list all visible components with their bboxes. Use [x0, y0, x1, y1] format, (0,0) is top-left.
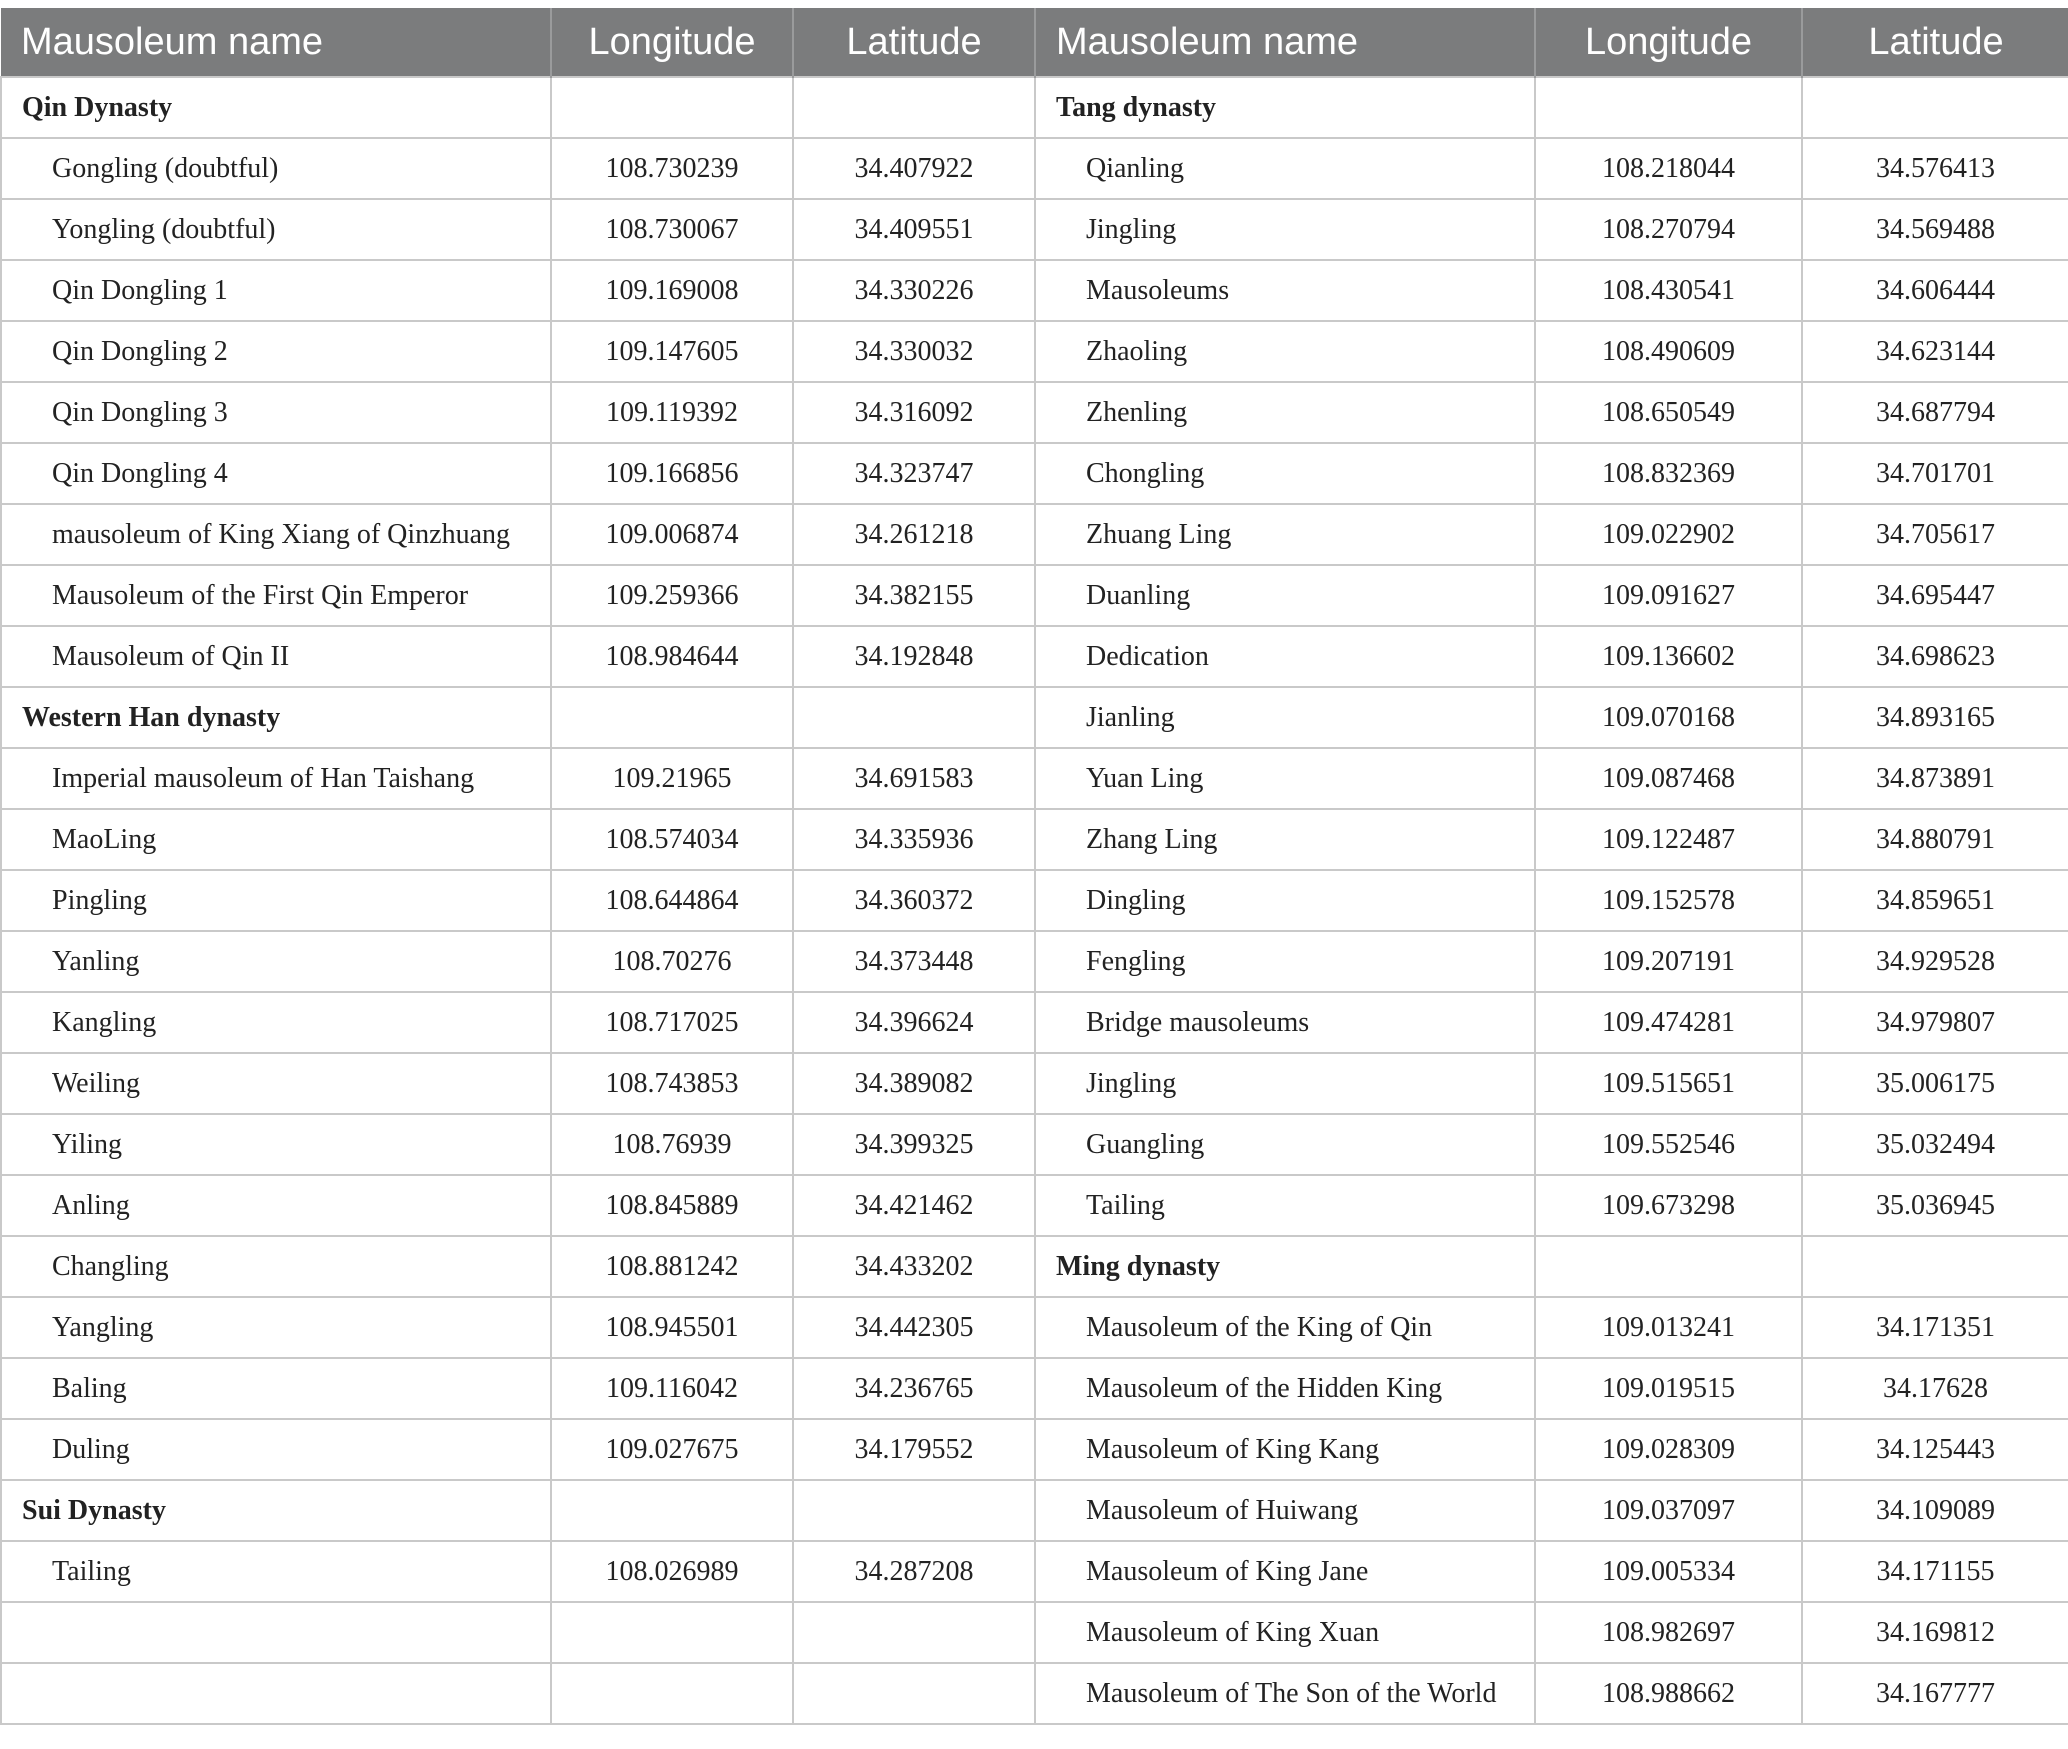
right-latitude-cell: 34.17628: [1802, 1358, 2068, 1419]
left-mausoleum-name: MaoLing: [1, 809, 551, 870]
left-latitude-cell: 34.360372: [793, 870, 1035, 931]
left-longitude-cell: 108.730239: [551, 138, 793, 199]
right-latitude-cell: [1802, 1236, 2068, 1297]
table-row: [1, 687, 2068, 748]
table-row: [1, 1602, 2068, 1663]
left-latitude-cell: 34.382155: [793, 565, 1035, 626]
right-mausoleum-name: Mausoleum of the Hidden King: [1035, 1358, 1535, 1419]
left-latitude-cell: 34.389082: [793, 1053, 1035, 1114]
left-longitude-cell: 108.845889: [551, 1175, 793, 1236]
header-mausoleum-name-right: Mausoleum name: [1035, 8, 1535, 77]
right-latitude-cell: 34.698623: [1802, 626, 2068, 687]
right-latitude-cell: 34.880791: [1802, 809, 2068, 870]
right-longitude-cell: 109.087468: [1535, 748, 1802, 809]
mausoleum-table-container: [0, 8, 2068, 1725]
left-latitude-cell: 34.396624: [793, 992, 1035, 1053]
right-mausoleum-name: Guangling: [1035, 1114, 1535, 1175]
left-mausoleum-name: Yanling: [1, 931, 551, 992]
right-mausoleum-name: Yuan Ling: [1035, 748, 1535, 809]
table-body: [1, 77, 2068, 1724]
mausoleum-coordinates-table: [0, 8, 2068, 1725]
right-mausoleum-name: Zhang Ling: [1035, 809, 1535, 870]
header-longitude-left: Longitude: [551, 8, 793, 77]
right-latitude-cell: 34.171351: [1802, 1297, 2068, 1358]
right-longitude-cell: 109.673298: [1535, 1175, 1802, 1236]
left-mausoleum-name: Pingling: [1, 870, 551, 931]
table-row: [1, 565, 2068, 626]
left-longitude-cell: 109.21965: [551, 748, 793, 809]
right-longitude-cell: 109.152578: [1535, 870, 1802, 931]
right-mausoleum-name: Zhuang Ling: [1035, 504, 1535, 565]
left-mausoleum-name: Qin Dongling 2: [1, 321, 551, 382]
right-latitude-cell: 34.705617: [1802, 504, 2068, 565]
left-mausoleum-name: [1, 1602, 551, 1663]
right-mausoleum-name: Mausoleums: [1035, 260, 1535, 321]
left-latitude-cell: 34.442305: [793, 1297, 1035, 1358]
right-latitude-cell: 34.929528: [1802, 931, 2068, 992]
right-mausoleum-name: Fengling: [1035, 931, 1535, 992]
left-latitude-cell: [793, 1663, 1035, 1724]
table-row: [1, 260, 2068, 321]
left-longitude-cell: 109.006874: [551, 504, 793, 565]
left-longitude-cell: 108.70276: [551, 931, 793, 992]
left-longitude-cell: 108.945501: [551, 1297, 793, 1358]
table-row: [1, 443, 2068, 504]
table-row: [1, 992, 2068, 1053]
left-mausoleum-name: Qin Dongling 1: [1, 260, 551, 321]
left-latitude-cell: 34.407922: [793, 138, 1035, 199]
right-mausoleum-name: Jingling: [1035, 199, 1535, 260]
left-longitude-cell: [551, 687, 793, 748]
right-mausoleum-name: Qianling: [1035, 138, 1535, 199]
right-dynasty-heading: Tang dynasty: [1035, 77, 1535, 138]
right-latitude-cell: 35.036945: [1802, 1175, 2068, 1236]
right-mausoleum-name: Mausoleum of King Kang: [1035, 1419, 1535, 1480]
right-mausoleum-name: Mausoleum of King Jane: [1035, 1541, 1535, 1602]
left-latitude-cell: 34.323747: [793, 443, 1035, 504]
right-longitude-cell: 108.650549: [1535, 382, 1802, 443]
left-latitude-cell: 34.236765: [793, 1358, 1035, 1419]
right-latitude-cell: 34.171155: [1802, 1541, 2068, 1602]
right-latitude-cell: 34.169812: [1802, 1602, 2068, 1663]
right-mausoleum-name: Chongling: [1035, 443, 1535, 504]
left-longitude-cell: [551, 77, 793, 138]
table-row: [1, 1419, 2068, 1480]
table-row: [1, 809, 2068, 870]
header-mausoleum-name-left: Mausoleum name: [1, 8, 551, 77]
left-latitude-cell: 34.192848: [793, 626, 1035, 687]
left-latitude-cell: 34.373448: [793, 931, 1035, 992]
left-mausoleum-name: mausoleum of King Xiang of Qinzhuang: [1, 504, 551, 565]
right-latitude-cell: 34.701701: [1802, 443, 2068, 504]
right-mausoleum-name: Zhaoling: [1035, 321, 1535, 382]
left-mausoleum-name: Changling: [1, 1236, 551, 1297]
table-row: [1, 1358, 2068, 1419]
table-row: [1, 1541, 2068, 1602]
right-latitude-cell: 34.167777: [1802, 1663, 2068, 1724]
right-longitude-cell: 109.122487: [1535, 809, 1802, 870]
right-mausoleum-name: Mausoleum of King Xuan: [1035, 1602, 1535, 1663]
right-longitude-cell: 108.490609: [1535, 321, 1802, 382]
table-row: [1, 321, 2068, 382]
right-latitude-cell: 34.109089: [1802, 1480, 2068, 1541]
left-latitude-cell: 34.399325: [793, 1114, 1035, 1175]
right-longitude-cell: 109.515651: [1535, 1053, 1802, 1114]
left-longitude-cell: 109.259366: [551, 565, 793, 626]
left-mausoleum-name: Mausoleum of Qin II: [1, 626, 551, 687]
left-latitude-cell: 34.330032: [793, 321, 1035, 382]
right-latitude-cell: 34.125443: [1802, 1419, 2068, 1480]
right-latitude-cell: 34.873891: [1802, 748, 2068, 809]
left-longitude-cell: [551, 1663, 793, 1724]
right-longitude-cell: 108.988662: [1535, 1663, 1802, 1724]
left-longitude-cell: 108.026989: [551, 1541, 793, 1602]
right-longitude-cell: [1535, 1236, 1802, 1297]
table-row: [1, 77, 2068, 138]
left-latitude-cell: [793, 1602, 1035, 1663]
left-longitude-cell: 109.119392: [551, 382, 793, 443]
table-row: [1, 138, 2068, 199]
right-latitude-cell: 34.576413: [1802, 138, 2068, 199]
right-latitude-cell: 34.623144: [1802, 321, 2068, 382]
right-longitude-cell: 109.013241: [1535, 1297, 1802, 1358]
left-latitude-cell: 34.261218: [793, 504, 1035, 565]
left-longitude-cell: 109.169008: [551, 260, 793, 321]
right-longitude-cell: 108.270794: [1535, 199, 1802, 260]
header-row: [1, 8, 2068, 77]
left-mausoleum-name: Tailing: [1, 1541, 551, 1602]
left-latitude-cell: 34.330226: [793, 260, 1035, 321]
left-latitude-cell: 34.421462: [793, 1175, 1035, 1236]
table-row: [1, 1480, 2068, 1541]
left-latitude-cell: 34.409551: [793, 199, 1035, 260]
right-longitude-cell: 109.474281: [1535, 992, 1802, 1053]
right-latitude-cell: [1802, 77, 2068, 138]
table-header: [1, 8, 2068, 77]
right-longitude-cell: 109.070168: [1535, 687, 1802, 748]
table-row: [1, 382, 2068, 443]
left-latitude-cell: [793, 1480, 1035, 1541]
right-latitude-cell: 34.606444: [1802, 260, 2068, 321]
right-longitude-cell: 109.028309: [1535, 1419, 1802, 1480]
table-row: [1, 1236, 2068, 1297]
left-latitude-cell: 34.179552: [793, 1419, 1035, 1480]
right-longitude-cell: 109.037097: [1535, 1480, 1802, 1541]
right-mausoleum-name: Mausoleum of The Son of the World: [1035, 1663, 1535, 1724]
left-latitude-cell: 34.691583: [793, 748, 1035, 809]
left-dynasty-heading: Sui Dynasty: [1, 1480, 551, 1541]
left-mausoleum-name: Gongling (doubtful): [1, 138, 551, 199]
right-mausoleum-name: Duanling: [1035, 565, 1535, 626]
right-longitude-cell: 109.207191: [1535, 931, 1802, 992]
table-row: [1, 870, 2068, 931]
right-mausoleum-name: Mausoleum of the King of Qin: [1035, 1297, 1535, 1358]
right-latitude-cell: 34.893165: [1802, 687, 2068, 748]
right-latitude-cell: 34.859651: [1802, 870, 2068, 931]
right-mausoleum-name: Mausoleum of Huiwang: [1035, 1480, 1535, 1541]
right-mausoleum-name: Bridge mausoleums: [1035, 992, 1535, 1053]
right-latitude-cell: 34.687794: [1802, 382, 2068, 443]
left-longitude-cell: 108.574034: [551, 809, 793, 870]
left-mausoleum-name: Anling: [1, 1175, 551, 1236]
left-mausoleum-name: Weiling: [1, 1053, 551, 1114]
left-dynasty-heading: Qin Dynasty: [1, 77, 551, 138]
table-row: [1, 1114, 2068, 1175]
right-mausoleum-name: Jianling: [1035, 687, 1535, 748]
table-row: [1, 931, 2068, 992]
header-latitude-left: Latitude: [793, 8, 1035, 77]
right-mausoleum-name: Jingling: [1035, 1053, 1535, 1114]
left-mausoleum-name: Kangling: [1, 992, 551, 1053]
right-longitude-cell: 109.005334: [1535, 1541, 1802, 1602]
left-latitude-cell: [793, 687, 1035, 748]
left-longitude-cell: 108.76939: [551, 1114, 793, 1175]
left-longitude-cell: [551, 1480, 793, 1541]
right-longitude-cell: 109.552546: [1535, 1114, 1802, 1175]
right-mausoleum-name: Dedication: [1035, 626, 1535, 687]
left-longitude-cell: 109.147605: [551, 321, 793, 382]
right-longitude-cell: 109.136602: [1535, 626, 1802, 687]
right-latitude-cell: 35.032494: [1802, 1114, 2068, 1175]
left-latitude-cell: [793, 77, 1035, 138]
right-longitude-cell: [1535, 77, 1802, 138]
right-longitude-cell: 108.430541: [1535, 260, 1802, 321]
left-longitude-cell: 108.984644: [551, 626, 793, 687]
left-mausoleum-name: Yiling: [1, 1114, 551, 1175]
left-longitude-cell: 108.717025: [551, 992, 793, 1053]
right-latitude-cell: 34.979807: [1802, 992, 2068, 1053]
left-longitude-cell: 108.730067: [551, 199, 793, 260]
left-latitude-cell: 34.433202: [793, 1236, 1035, 1297]
left-latitude-cell: 34.287208: [793, 1541, 1035, 1602]
left-latitude-cell: 34.335936: [793, 809, 1035, 870]
right-longitude-cell: 108.982697: [1535, 1602, 1802, 1663]
right-latitude-cell: 34.695447: [1802, 565, 2068, 626]
table-row: [1, 1297, 2068, 1358]
right-mausoleum-name: Zhenling: [1035, 382, 1535, 443]
left-mausoleum-name: Baling: [1, 1358, 551, 1419]
left-longitude-cell: 109.166856: [551, 443, 793, 504]
table-row: [1, 199, 2068, 260]
right-longitude-cell: 109.022902: [1535, 504, 1802, 565]
left-longitude-cell: 108.644864: [551, 870, 793, 931]
right-mausoleum-name: Dingling: [1035, 870, 1535, 931]
header-longitude-right: Longitude: [1535, 8, 1802, 77]
left-mausoleum-name: [1, 1663, 551, 1724]
right-longitude-cell: 109.019515: [1535, 1358, 1802, 1419]
left-longitude-cell: [551, 1602, 793, 1663]
right-latitude-cell: 35.006175: [1802, 1053, 2068, 1114]
left-mausoleum-name: Qin Dongling 3: [1, 382, 551, 443]
header-latitude-right: Latitude: [1802, 8, 2068, 77]
left-mausoleum-name: Duling: [1, 1419, 551, 1480]
table-row: [1, 748, 2068, 809]
table-row: [1, 626, 2068, 687]
table-row: [1, 1663, 2068, 1724]
left-longitude-cell: 108.743853: [551, 1053, 793, 1114]
left-longitude-cell: 109.116042: [551, 1358, 793, 1419]
left-mausoleum-name: Imperial mausoleum of Han Taishang: [1, 748, 551, 809]
right-longitude-cell: 108.832369: [1535, 443, 1802, 504]
left-longitude-cell: 109.027675: [551, 1419, 793, 1480]
right-longitude-cell: 108.218044: [1535, 138, 1802, 199]
table-row: [1, 1053, 2068, 1114]
left-longitude-cell: 108.881242: [551, 1236, 793, 1297]
table-row: [1, 504, 2068, 565]
right-latitude-cell: 34.569488: [1802, 199, 2068, 260]
table-row: [1, 1175, 2068, 1236]
left-mausoleum-name: Yongling (doubtful): [1, 199, 551, 260]
left-mausoleum-name: Yangling: [1, 1297, 551, 1358]
left-latitude-cell: 34.316092: [793, 382, 1035, 443]
right-dynasty-heading: Ming dynasty: [1035, 1236, 1535, 1297]
left-mausoleum-name: Mausoleum of the First Qin Emperor: [1, 565, 551, 626]
left-mausoleum-name: Qin Dongling 4: [1, 443, 551, 504]
right-mausoleum-name: Tailing: [1035, 1175, 1535, 1236]
left-dynasty-heading: Western Han dynasty: [1, 687, 551, 748]
right-longitude-cell: 109.091627: [1535, 565, 1802, 626]
